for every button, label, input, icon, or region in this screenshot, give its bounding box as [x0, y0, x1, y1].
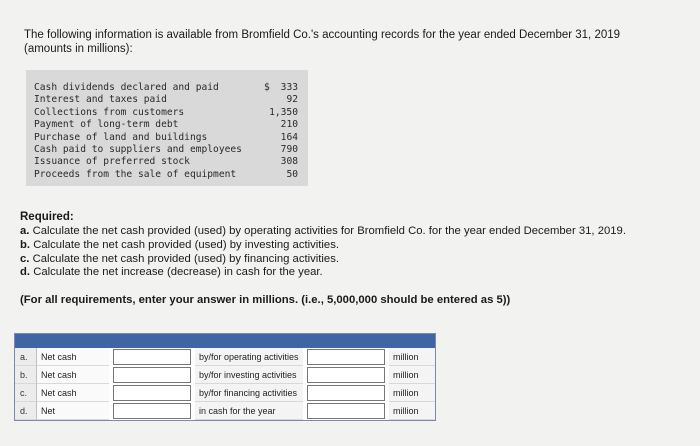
- answer-row-a: [15, 348, 435, 366]
- increase-decrease-select-d[interactable]: [113, 403, 191, 419]
- data-values: [238, 82, 298, 181]
- row-label: Net cash: [37, 366, 109, 384]
- data-label: Purchase of land and buildings: [34, 131, 208, 143]
- intro-line-2: (amounts in millions):: [24, 43, 133, 55]
- requirement-text: Calculate the net cash provided (used) by financing activities.: [32, 252, 340, 265]
- answer-table: [14, 333, 436, 421]
- row-label: Net cash: [37, 348, 109, 366]
- data-label: Interest and taxes paid: [34, 94, 167, 106]
- row-letter: c.: [15, 384, 37, 402]
- answer-table-header: [15, 334, 435, 348]
- row-letter: b.: [15, 366, 37, 384]
- data-label: Proceeds from the sale of equipment: [34, 168, 237, 180]
- row-description: by/for operating activities: [195, 348, 303, 366]
- data-table: [26, 70, 308, 186]
- data-value: 790: [280, 144, 298, 156]
- answer-row-b: [15, 366, 435, 384]
- requirement-text: Calculate the net cash provided (used) by operating activities for Bromfield Co. for the year ended December 31, 2019.: [32, 225, 626, 237]
- row-unit: million: [389, 366, 435, 384]
- amount-input-d[interactable]: [307, 403, 385, 419]
- data-value: 50: [286, 168, 298, 180]
- amount-input-b[interactable]: [307, 367, 385, 383]
- requirement-letter: a.: [20, 225, 30, 237]
- required-title: Required:: [20, 211, 74, 223]
- intro-line-1: The following information is available from Bromfield Co.'s accounting records for the year ended December 31, 2019: [24, 29, 621, 41]
- requirement-item: [20, 253, 690, 267]
- provided-used-select-c[interactable]: [113, 385, 191, 401]
- data-labels: [34, 82, 242, 181]
- row-description: by/for financing activities: [195, 384, 303, 402]
- data-value: 92: [286, 94, 298, 106]
- provided-used-select-b[interactable]: [113, 367, 191, 383]
- answer-row-d: [15, 402, 435, 420]
- row-label: Net: [37, 402, 109, 420]
- amount-input-a[interactable]: [307, 349, 385, 365]
- row-letter: d.: [15, 402, 37, 420]
- row-unit: million: [389, 348, 435, 366]
- requirement-item: [20, 239, 690, 253]
- data-value: 308: [280, 156, 298, 168]
- data-value: 164: [280, 131, 298, 143]
- requirement-letter: b.: [20, 238, 31, 251]
- requirement-letter: c.: [20, 252, 30, 265]
- data-label: Payment of long-term debt: [34, 119, 179, 131]
- data-label: Cash paid to suppliers and employees: [34, 144, 242, 156]
- intro-text: [24, 28, 674, 56]
- data-label: Cash dividends declared and paid: [34, 82, 219, 93]
- requirement-text: Calculate the net cash provided (used) by investing activities.: [33, 238, 339, 251]
- row-unit: million: [389, 384, 435, 402]
- requirement-letter: d.: [20, 266, 31, 279]
- row-description: by/for investing activities: [195, 366, 303, 384]
- requirement-item: [20, 225, 690, 239]
- requirement-item: [20, 266, 690, 280]
- answer-instructions: (For all requirements, enter your answer in millions. (i.e., 5,000,000 should be entered as 5)): [20, 294, 511, 306]
- answer-rows: [15, 348, 435, 420]
- row-unit: million: [389, 402, 435, 420]
- row-description: in cash for the year: [195, 402, 303, 420]
- data-value: 333: [280, 82, 298, 93]
- row-label: Net cash: [37, 384, 109, 402]
- requirement-text: Calculate the net increase (decrease) in cash for the year.: [33, 266, 323, 279]
- amount-input-c[interactable]: [307, 385, 385, 401]
- dollar-sign: $: [264, 82, 270, 93]
- data-value: 210: [280, 119, 298, 131]
- answer-row-c: [15, 384, 435, 402]
- data-label: Collections from customers: [34, 106, 185, 118]
- requirements-list: [20, 225, 690, 280]
- row-letter: a.: [15, 348, 37, 366]
- data-label: Issuance of preferred stock: [34, 156, 190, 168]
- provided-used-select-a[interactable]: [113, 349, 191, 365]
- data-value: 1,350: [269, 106, 298, 118]
